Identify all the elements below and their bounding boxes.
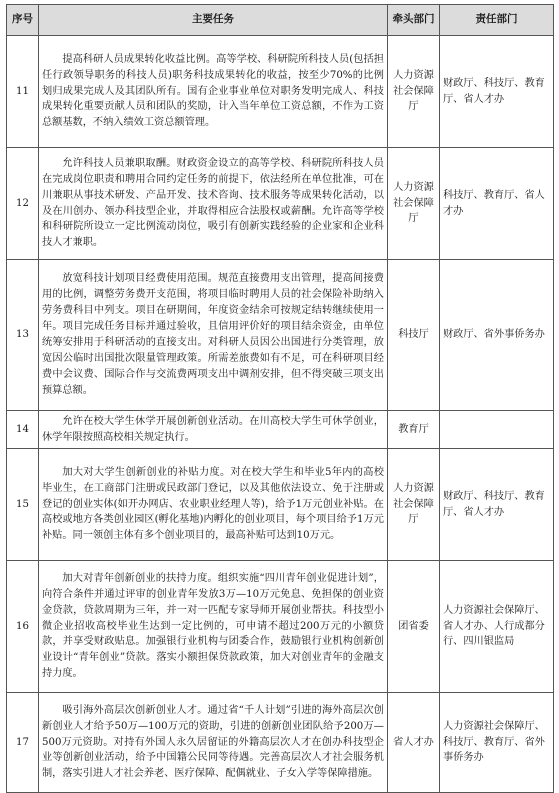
table-row xyxy=(7,449,554,561)
table-row xyxy=(7,561,554,693)
row-lead-dept: 教育厅 xyxy=(388,411,440,449)
row-number: 11 xyxy=(7,36,39,148)
row-task xyxy=(39,148,388,260)
row-task-text: 放宽科技计划项目经费使用范围。规范直接费用支出管理，提高间接费用的比例，调整劳务费开支范围，将项目临时聘用人员的社会保险补助纳入劳务费科目中列支。项目在研期间，年度资金结余可按规定结转继续使用一年。项目完成任务目标并通过验收，且信用评价好的项目结余资金，由单位统筹安排用于科研活动的直接支出。对科研人员因公出国进行分类管理，放宽因公临时出国批次限量管理政策。所需差旅费如有不足，可在科研项目经费中会议费、国际合作与交流费两项支出中调剂安排，但不得突破三项支出预算总额。 xyxy=(42,273,384,396)
row-lead-dept: 团省委 xyxy=(388,561,440,693)
row-lead-dept: 人力资源社会保障厅 xyxy=(388,148,440,260)
row-number: 16 xyxy=(7,561,39,693)
table-row xyxy=(7,260,554,411)
row-lead-dept: 人力资源社会保障厅 xyxy=(388,449,440,561)
header-task: 主要任务 xyxy=(39,5,388,36)
header-lead-dept: 牵头部门 xyxy=(388,5,440,36)
row-task-text: 加大对大学生创新创业的补贴力度。对在校大学生和毕业5年内的高校毕业生，在工商部门注册或民政部门登记，以及其他依法设立、免于注册或登记的创业实体(如开办网店、农业职业经理人等)，给予1万元创业补贴。在高校或地方各类创业园区(孵化基地)内孵化的创业项目，每个项目给予1万元补贴。同一领创主体有多个创业项目的，最高补贴可达到10万元。 xyxy=(42,466,384,542)
row-number: 15 xyxy=(7,449,39,561)
row-number: 14 xyxy=(7,411,39,449)
row-lead-dept: 省人才办 xyxy=(388,693,440,793)
row-resp-dept: 财政厅、省外事侨务办 xyxy=(440,260,554,411)
row-resp-dept: 科技厅、教育厅、省人才办 xyxy=(440,148,554,260)
row-task-text: 允许在校大学生休学开展创新创业活动。在川高校大学生可休学创业，休学年限按照高校相关规定执行。 xyxy=(42,415,384,443)
row-task xyxy=(39,411,388,449)
row-resp-dept: 财政厅、科技厅、教育厅、省人才办 xyxy=(440,449,554,561)
row-number: 17 xyxy=(7,693,39,793)
row-number: 12 xyxy=(7,148,39,260)
header-num: 序号 xyxy=(7,5,39,36)
row-resp-dept xyxy=(440,411,554,449)
row-resp-dept: 人力资源社会保障厅、省人才办、人行成都分行、四川银监局 xyxy=(440,561,554,693)
row-lead-dept: 科技厅 xyxy=(388,260,440,411)
row-task xyxy=(39,561,388,693)
table-header-row xyxy=(7,5,554,36)
row-task xyxy=(39,693,388,793)
row-task xyxy=(39,36,388,148)
row-task xyxy=(39,449,388,561)
row-task-text: 吸引海外高层次创新创业人才。通过省“千人计划”引进的海外高层次创新创业人才给予50万—100万元的资助，引进的创新创业团队给予200万—500万元资助。对持有外国人永久居留证的外籍高层次人才在创办科技型企业等创新创业活动，给予中国籍公民同等待遇。完善高层次人才社会服务机制，落实引进人才社会养老、医疗保障、配偶就业、子女入学等保障措施。 xyxy=(42,704,384,780)
table-row xyxy=(7,693,554,793)
row-resp-dept: 人力资源社会保障厅、科技厅、教育厅、省外事侨务办 xyxy=(440,693,554,793)
row-number: 13 xyxy=(7,260,39,411)
row-resp-dept: 财政厅、科技厅、教育厅、省人才办 xyxy=(440,36,554,148)
row-task xyxy=(39,260,388,411)
table-row xyxy=(7,148,554,260)
policy-task-table xyxy=(6,4,554,793)
header-resp-dept: 责任部门 xyxy=(440,5,554,36)
row-task-text: 允许科技人员兼职取酬。财政资金设立的高等学校、科研院所科技人员在完成岗位职责和聘用合同约定任务的前提下，依法经所在单位批准，可在川兼职从事技术研发、产品开发、技术咨询、技术服务等成果转化活动，以及在川创办、领办科技型企业，并取得相应合法股权或薪酬。允许高等学校和科研院所设立一定比例流动岗位，吸引有创新实践经验的企业家和企业科技人才兼职。 xyxy=(42,157,384,249)
row-lead-dept: 人力资源社会保障厅 xyxy=(388,36,440,148)
table-row xyxy=(7,36,554,148)
table-row xyxy=(7,411,554,449)
row-task-text: 加大对青年创新创业的扶持力度。组织实施“四川青年创业促进计划”，向符合条件并通过评审的创业青年发放3万—10万元免息、免担保的创业资金贷款，贷款周期为三年，并一对一匹配专家导师开展创业帮扶。科技型小微企业招收高校毕业生达到一定比例的，可申请不超过200万元的小额贷款，并享受财政贴息。加强银行业机构与团委合作，鼓励银行业机构创新创业设计“青年创业”贷款。落实小额担保贷款政策，加大对创业青年的金融支持力度。 xyxy=(42,572,384,680)
row-task-text: 提高科研人员成果转化收益比例。高等学校、科研院所科技人员(包括担任行政领导职务的科技人员)职务科技成果转化的收益，按至少70%的比例划归成果完成人及其团队所有。国有企业事业单位对职务发明完成人、科技成果转化重要贡献人员和团队的奖励，计入当年单位工资总额，不作为工资总额基数，不纳入绩效工资总额管理。 xyxy=(42,53,384,129)
